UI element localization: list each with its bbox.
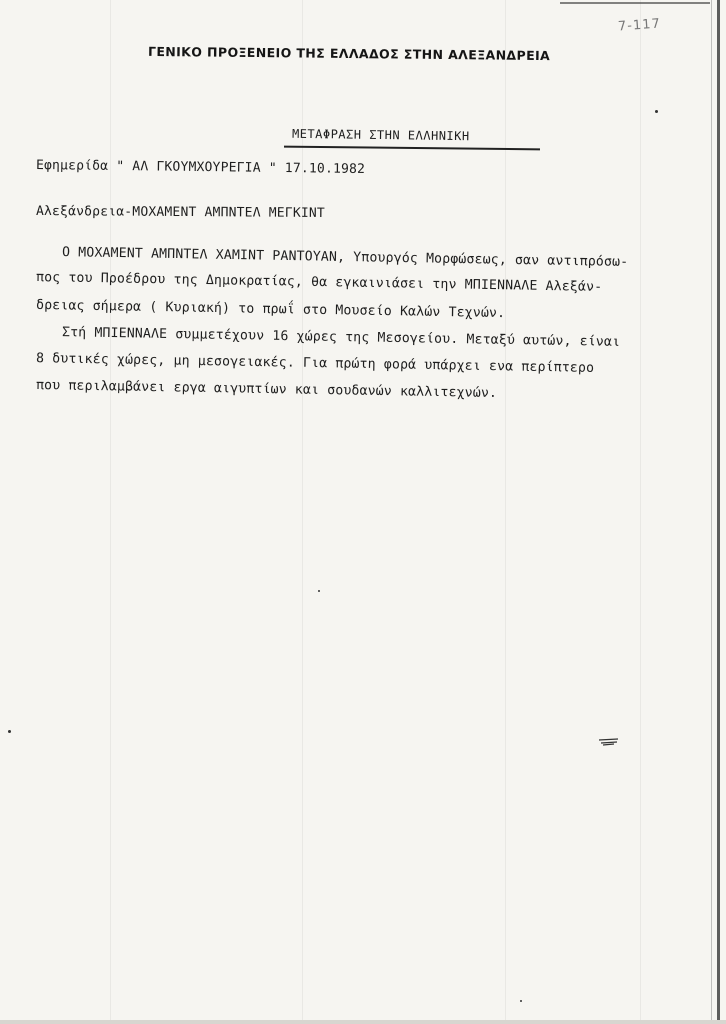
newspaper-line (36, 158, 365, 177)
body-line: 8 δυτικές χώρες, μη μεσογειακές. Για πρώτη φορά υπάρχει ενα περίπτερο (35, 351, 595, 376)
consulate-heading: ΓΕΝΙΚΟ ΠΡΟΞΕΝΕΙΟ ΤΗΣ ΕΛΛΑΔΟΣ ΣΤΗΝ ΑΛΕΞΑΝΔΡΕΙΑ (147, 43, 551, 64)
toner-speck (520, 1000, 522, 1002)
pen-mark (598, 738, 620, 746)
page-edge-bottom (0, 1020, 726, 1024)
copy-streak (110, 0, 111, 1024)
toner-speck (8, 730, 11, 733)
body-line: πος του Προέδρου της Δημοκρατίας, θα εγκαινιάσει την ΜΠΙΕΝΝΑΛΕ Αλεξάν- (35, 270, 603, 295)
body-line: δρειας σήμερα ( Κυριακή) το πρωΐ στο Μουσείο Καλών Τεχνών. (35, 297, 506, 322)
body-line: που περιλαμβάνει εργα αιγυπτίων και σουδανών καλλιτεχνών. (35, 377, 498, 402)
newspaper-name: " ΑΛ ΓΚΟΥΜΧΟΥΡΕΓΙΑ " (116, 158, 277, 176)
page-edge-shadow (711, 0, 712, 1024)
page-edge-right (717, 0, 720, 1024)
folio-number: 7-117 (617, 16, 662, 35)
body-line: Ο ΜΟΧΑΜΕΝΤ ΑΜΠΝΤΕΛ ΧΑΜΙΝΤ ΡΑΝΤΟΥΑΝ, Υπουργός Μορφώσεως, σαν αντιπρόσω- (61, 245, 629, 270)
toner-speck (318, 590, 320, 592)
title-underline (284, 146, 540, 151)
body-line: Στή ΜΠΙΕΝΝΑΛΕ συμμετέχουν 16 χώρες της Μεσογείου. Μεταξύ αυτών, είναι (61, 325, 621, 350)
translation-title: ΜΕΤΑΦΡΑΣΗ ΣΤΗΝ ΕΛΛΗΝΙΚΗ (291, 126, 470, 144)
page-edge-top (560, 2, 710, 4)
newspaper-date: 17.10.1982 (284, 161, 366, 178)
copy-streak (505, 0, 506, 1024)
toner-speck (655, 110, 658, 113)
newspaper-label: Εφημερίδα (35, 157, 109, 174)
copy-streak (640, 0, 641, 1024)
copy-streak (302, 0, 303, 1024)
article-dateline: Αλεξάνδρεια-ΜΟΧΑΜΕΝΤ ΑΜΠΝΤΕΛ ΜΕΓΚΙΝΤ (35, 203, 326, 222)
